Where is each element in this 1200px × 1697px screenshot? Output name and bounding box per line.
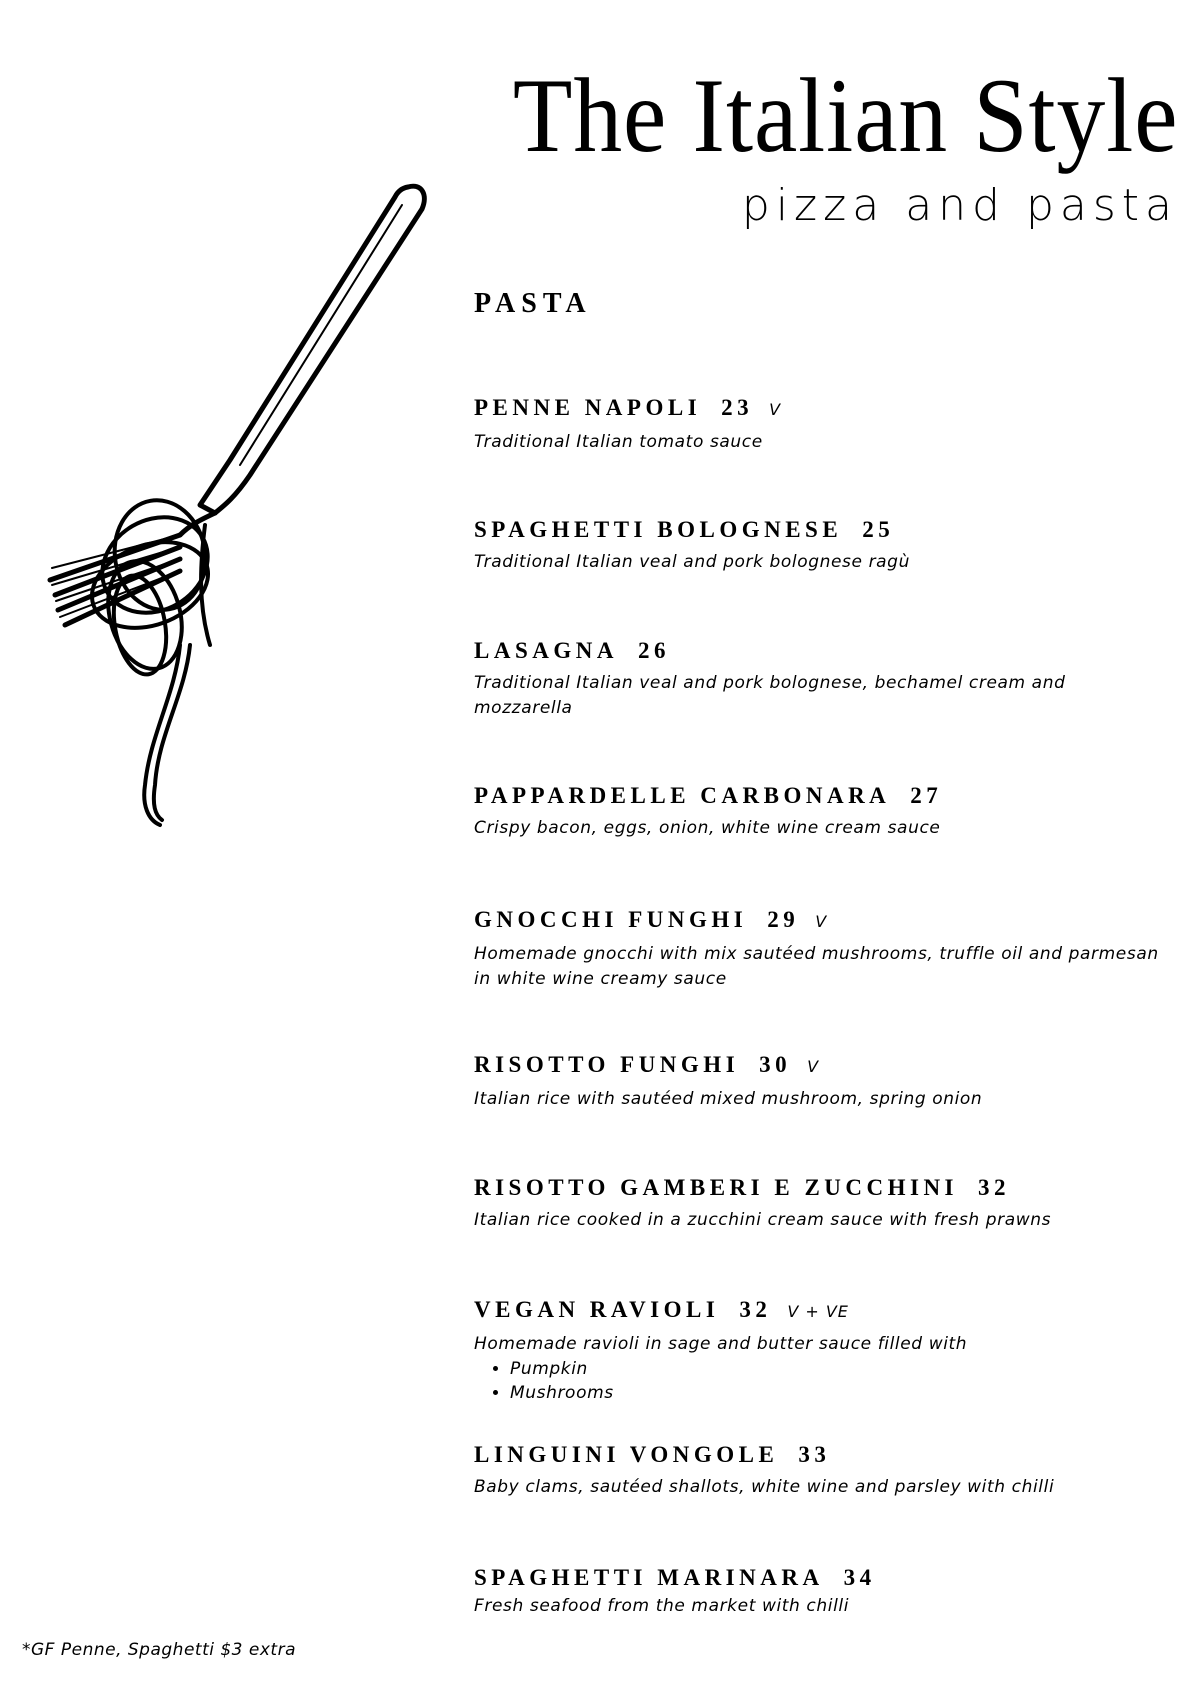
diet-badge: V [807, 1057, 820, 1076]
item-name: LINGUINI VONGOLE [474, 1442, 779, 1467]
menu-item [474, 1174, 1164, 1233]
item-name: RISOTTO GAMBERI E ZUCCHINI [474, 1175, 959, 1200]
filling-option: • Pumpkin [510, 1357, 1164, 1381]
filling-option: • Mushrooms [510, 1381, 1164, 1405]
menu-item [474, 1296, 1164, 1405]
menu-item [474, 394, 1164, 455]
item-description: Traditional Italian veal and pork bolognese, bechamel cream and mozzarella [474, 673, 1066, 718]
fork-with-spaghetti-illustration [30, 175, 430, 875]
item-price: 30 [759, 1052, 792, 1077]
item-name: SPAGHETTI MARINARA [474, 1565, 824, 1590]
section-heading-pasta: PASTA [474, 288, 592, 319]
menu-item [474, 1564, 1164, 1619]
item-price: 27 [910, 783, 943, 808]
item-price: 32 [739, 1297, 772, 1322]
menu-item [474, 782, 1164, 841]
item-price: 32 [978, 1175, 1011, 1200]
item-price: 23 [721, 395, 754, 420]
item-description: Crispy bacon, eggs, onion, white wine cream sauce [474, 818, 941, 838]
item-name: GNOCCHI FUNGHI [474, 907, 748, 932]
item-description: Baby clams, sautéed shallots, white wine and parsley with chilli [474, 1477, 1055, 1497]
item-description: Italian rice with sautéed mixed mushroom, spring onion [474, 1089, 983, 1109]
item-price: 33 [798, 1442, 831, 1467]
diet-badge: V [769, 400, 782, 419]
footnote: *GF Penne, Spaghetti $3 extra [22, 1640, 296, 1660]
restaurant-title: The Italian Style [512, 57, 1178, 174]
menu-item [474, 906, 1164, 992]
item-description: Homemade gnocchi with mix sautéed mushrooms, truffle oil and parmesan in white wine creamy sauce [474, 944, 1159, 989]
diet-badge: V + VE [787, 1302, 849, 1321]
restaurant-subtitle: pizza and pasta [741, 180, 1178, 231]
filling-options-list [474, 1357, 1164, 1405]
item-description: Homemade ravioli in sage and butter sauce filled with [474, 1334, 968, 1354]
item-description: Fresh seafood from the market with chilli [474, 1596, 850, 1616]
item-name: VEGAN RAVIOLI [474, 1297, 720, 1322]
diet-badge: V [815, 912, 828, 931]
item-price: 26 [637, 638, 670, 663]
item-description: Traditional Italian veal and pork bolognese ragù [474, 552, 910, 572]
item-description: Italian rice cooked in a zucchini cream sauce with fresh prawns [474, 1210, 1052, 1230]
menu-item [474, 516, 1164, 575]
item-name: RISOTTO FUNGHI [474, 1052, 740, 1077]
item-name: PAPPARDELLE CARBONARA [474, 783, 891, 808]
menu-item [474, 637, 1164, 721]
item-price: 25 [862, 517, 895, 542]
item-description: Traditional Italian tomato sauce [474, 432, 763, 452]
menu-item [474, 1441, 1164, 1500]
item-name: LASAGNA [474, 638, 618, 663]
item-price: 34 [843, 1565, 876, 1590]
item-name: SPAGHETTI BOLOGNESE [474, 517, 843, 542]
menu-item [474, 1051, 1164, 1112]
item-price: 29 [767, 907, 800, 932]
item-name: PENNE NAPOLI [474, 395, 702, 420]
